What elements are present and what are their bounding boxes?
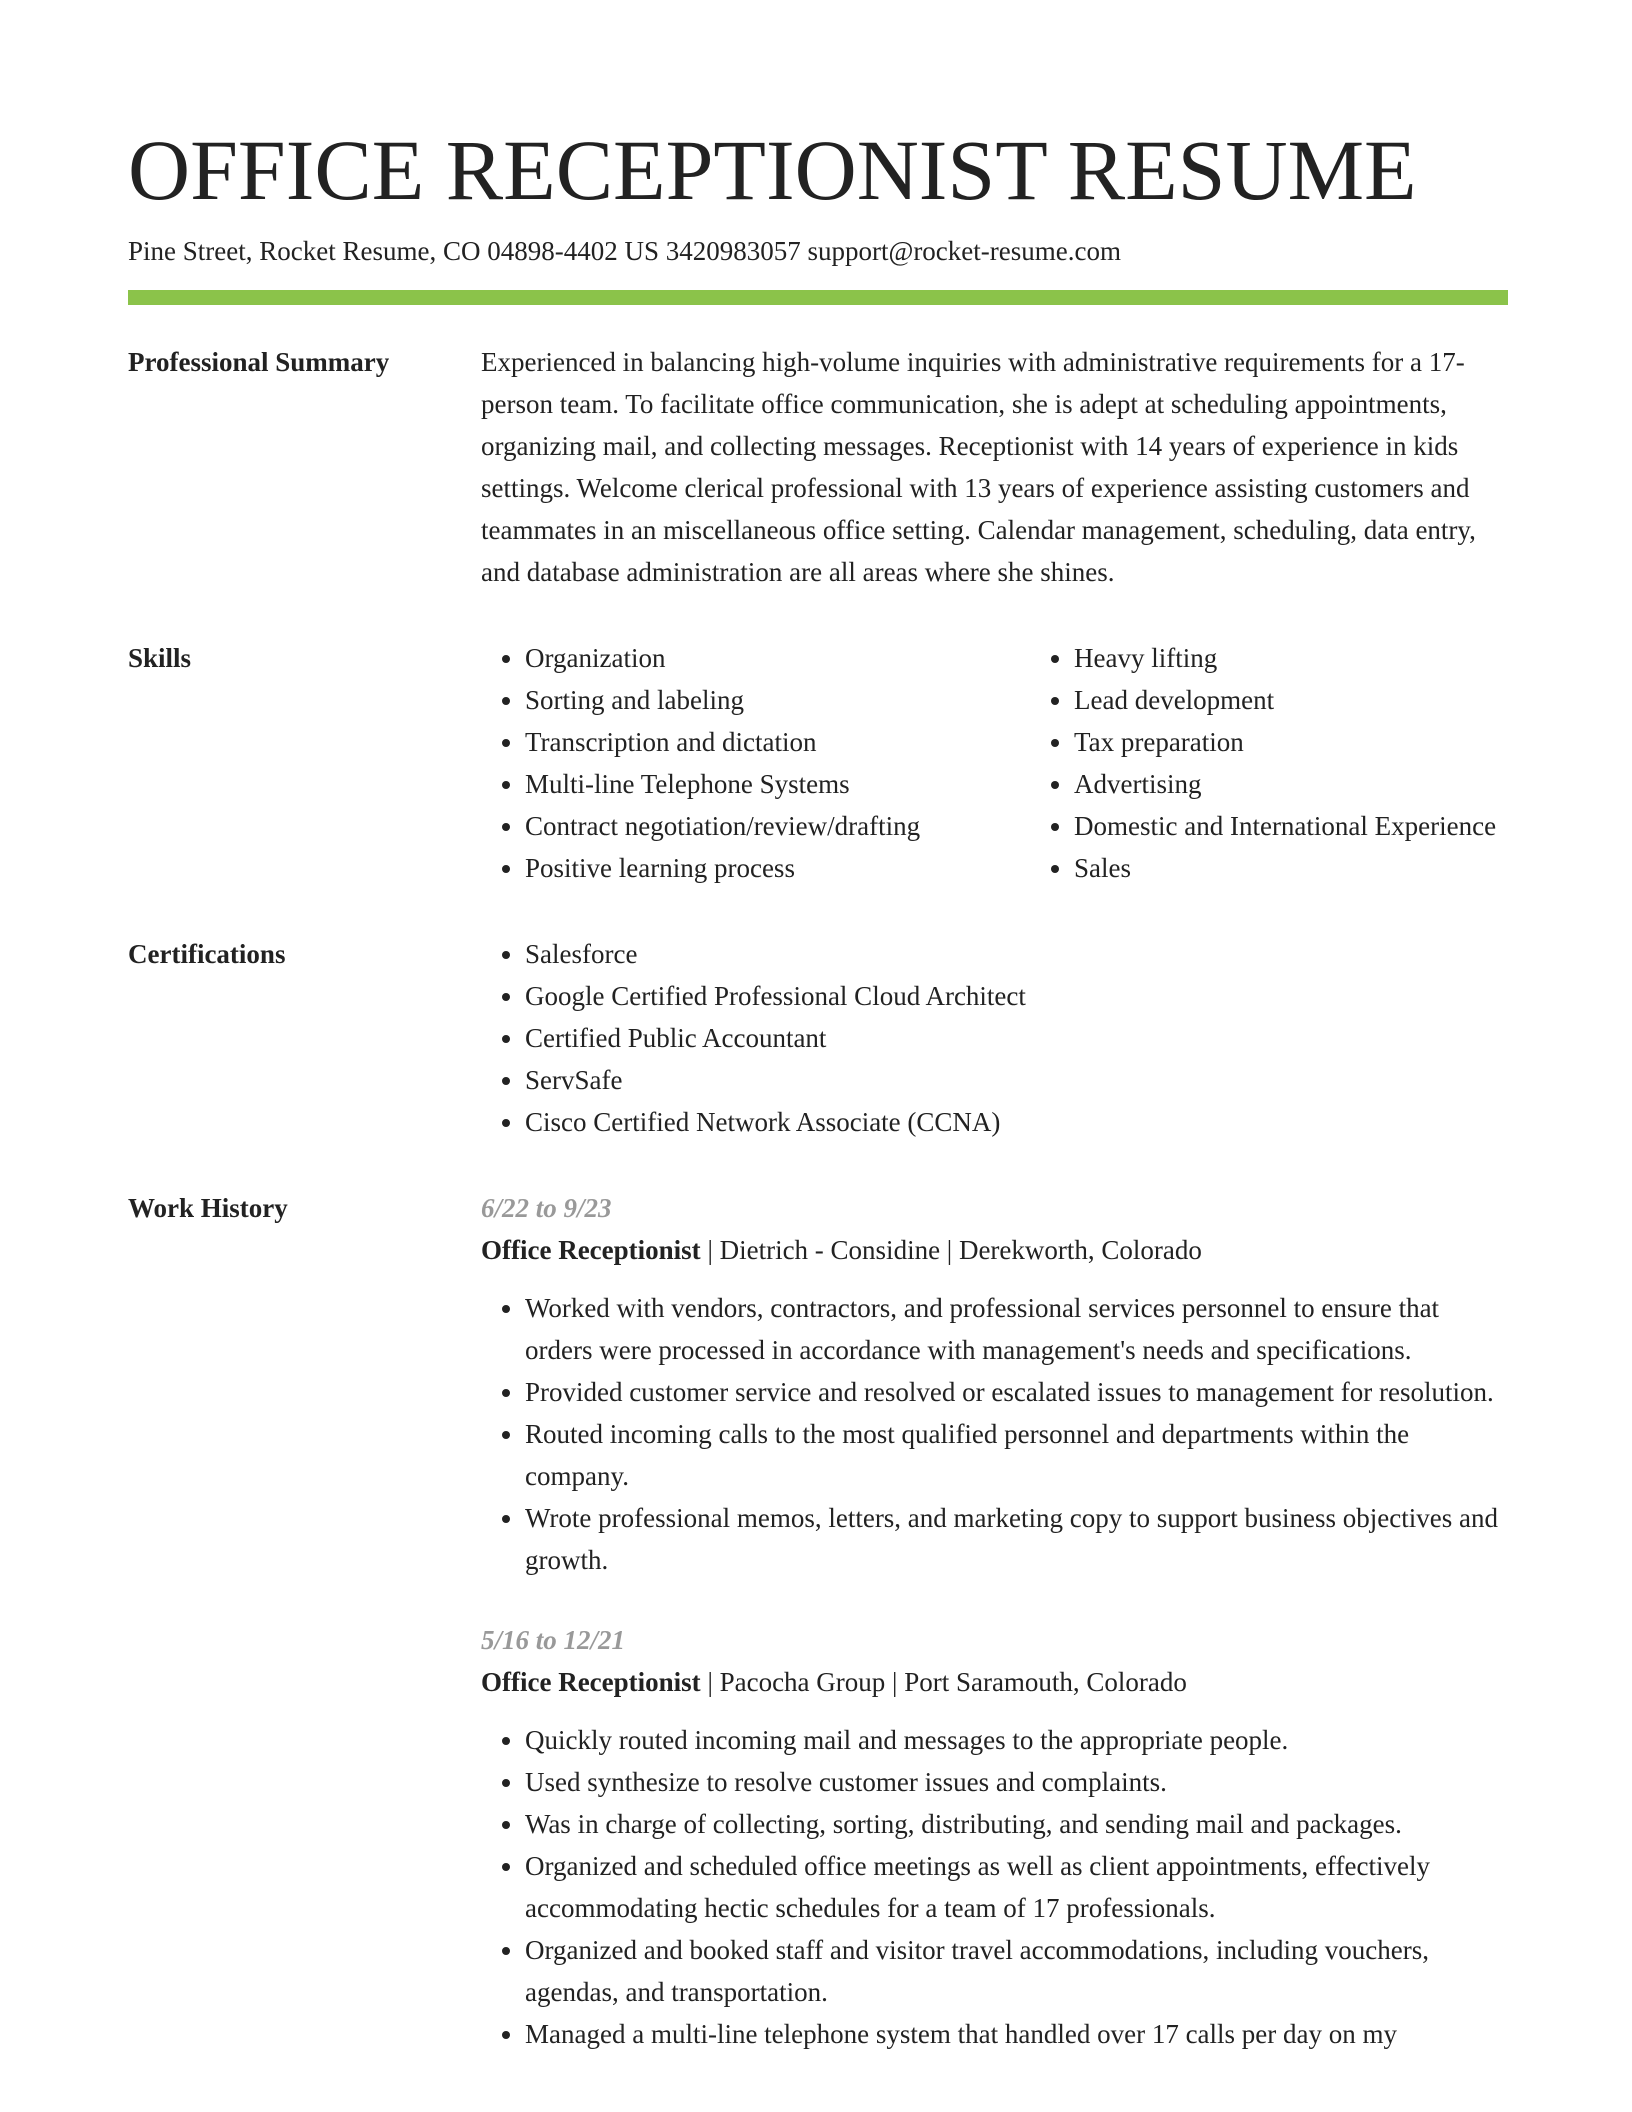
job-heading xyxy=(481,1661,1508,1703)
job-details: | Pacocha Group | Port Saramouth, Colorado xyxy=(700,1667,1187,1697)
certification-item: • Google Certified Professional Cloud Architect xyxy=(525,975,1508,1017)
certifications-heading: Certifications xyxy=(128,939,286,969)
job-bullet: • Routed incoming calls to the most qualified personnel and departments within the company. xyxy=(525,1413,1508,1497)
certifications-section xyxy=(128,933,1508,1143)
job-bullet: • Managed a multi-line telephone system that handled over 17 calls per day on my xyxy=(525,2013,1508,2055)
job-bullet: • Used synthesize to resolve customer issues and complaints. xyxy=(525,1761,1508,1803)
skill-item: • Organization xyxy=(525,637,1030,679)
certification-item: • Certified Public Accountant xyxy=(525,1017,1508,1059)
skill-item: • Tax preparation xyxy=(1074,721,1496,763)
job-entry xyxy=(481,1619,1508,2055)
skills-heading: Skills xyxy=(128,643,192,673)
job-dates: 6/22 to 9/23 xyxy=(481,1193,612,1223)
work-history-body xyxy=(481,1187,1508,2093)
work-history-heading: Work History xyxy=(128,1193,288,1223)
skills-body xyxy=(481,637,1508,889)
skill-item: • Multi-line Telephone Systems xyxy=(525,763,1030,805)
skill-item: • Contract negotiation/review/drafting xyxy=(525,805,1030,847)
job-bullets xyxy=(481,1719,1508,2055)
job-entry xyxy=(481,1187,1508,1581)
certification-item: • Cisco Certified Network Associate (CCNA) xyxy=(525,1101,1508,1143)
job-bullet: • Wrote professional memos, letters, and marketing copy to support business objectives and growth. xyxy=(525,1497,1508,1581)
certifications-body xyxy=(481,933,1508,1143)
skill-item: • Heavy lifting xyxy=(1074,637,1496,679)
accent-divider xyxy=(128,290,1508,305)
resume-page xyxy=(128,118,1508,2093)
job-bullet: • Was in charge of collecting, sorting, distributing, and sending mail and packages. xyxy=(525,1803,1508,1845)
summary-text: Experienced in balancing high-volume inquiries with administrative requirements for a 17-person team. To facilitate office communication, she is adept at scheduling appointments, organizing mail, and collecting messages. Receptionist with 14 years of experience in kids settings. Welcome clerical professional with 13 years of experience assisting customers and teammates in an miscellaneous office setting. Calendar management, scheduling, data entry, and database administration are all areas where she shines. xyxy=(481,347,1476,587)
skill-item: • Sorting and labeling xyxy=(525,679,1030,721)
certification-item: • ServSafe xyxy=(525,1059,1508,1101)
job-bullet: • Quickly routed incoming mail and messages to the appropriate people. xyxy=(525,1719,1508,1761)
summary-body xyxy=(481,341,1508,593)
summary-section xyxy=(128,341,1508,593)
job-title: Office Receptionist xyxy=(481,1667,701,1697)
job-title: Office Receptionist xyxy=(481,1235,701,1265)
summary-heading: Professional Summary xyxy=(128,347,390,377)
certification-item: • Salesforce xyxy=(525,933,1508,975)
skills-list-left xyxy=(481,637,1030,889)
skill-item: • Transcription and dictation xyxy=(525,721,1030,763)
job-bullet: • Provided customer service and resolved or escalated issues to management for resolution. xyxy=(525,1371,1508,1413)
job-dates: 5/16 to 12/21 xyxy=(481,1625,626,1655)
skills-list-right xyxy=(1030,637,1496,889)
job-bullet: • Worked with vendors, contractors, and professional services personnel to ensure that orders were processed in accordance with management's needs and specifications. xyxy=(525,1287,1508,1371)
job-heading xyxy=(481,1229,1508,1271)
resume-title: OFFICE RECEPTIONIST RESUME xyxy=(128,122,1417,218)
skill-item: • Sales xyxy=(1074,847,1496,889)
skill-item: • Domestic and International Experience xyxy=(1074,805,1496,847)
skill-item: • Lead development xyxy=(1074,679,1496,721)
skills-section xyxy=(128,637,1508,889)
job-bullets xyxy=(481,1287,1508,1581)
work-history-section xyxy=(128,1187,1508,2093)
skill-item: • Positive learning process xyxy=(525,847,1030,889)
job-bullet: • Organized and booked staff and visitor travel accommodations, including vouchers, agendas, and transportation. xyxy=(525,1929,1508,2013)
skill-item: • Advertising xyxy=(1074,763,1496,805)
job-details: | Dietrich - Considine | Derekworth, Colorado xyxy=(700,1235,1202,1265)
job-bullet: • Organized and scheduled office meetings as well as client appointments, effectively accommodating hectic schedules for a team of 17 professionals. xyxy=(525,1845,1508,1929)
contact-line: Pine Street, Rocket Resume, CO 04898-4402 US 3420983057 support@rocket-resume.com xyxy=(128,236,1121,266)
certifications-list xyxy=(481,933,1508,1143)
